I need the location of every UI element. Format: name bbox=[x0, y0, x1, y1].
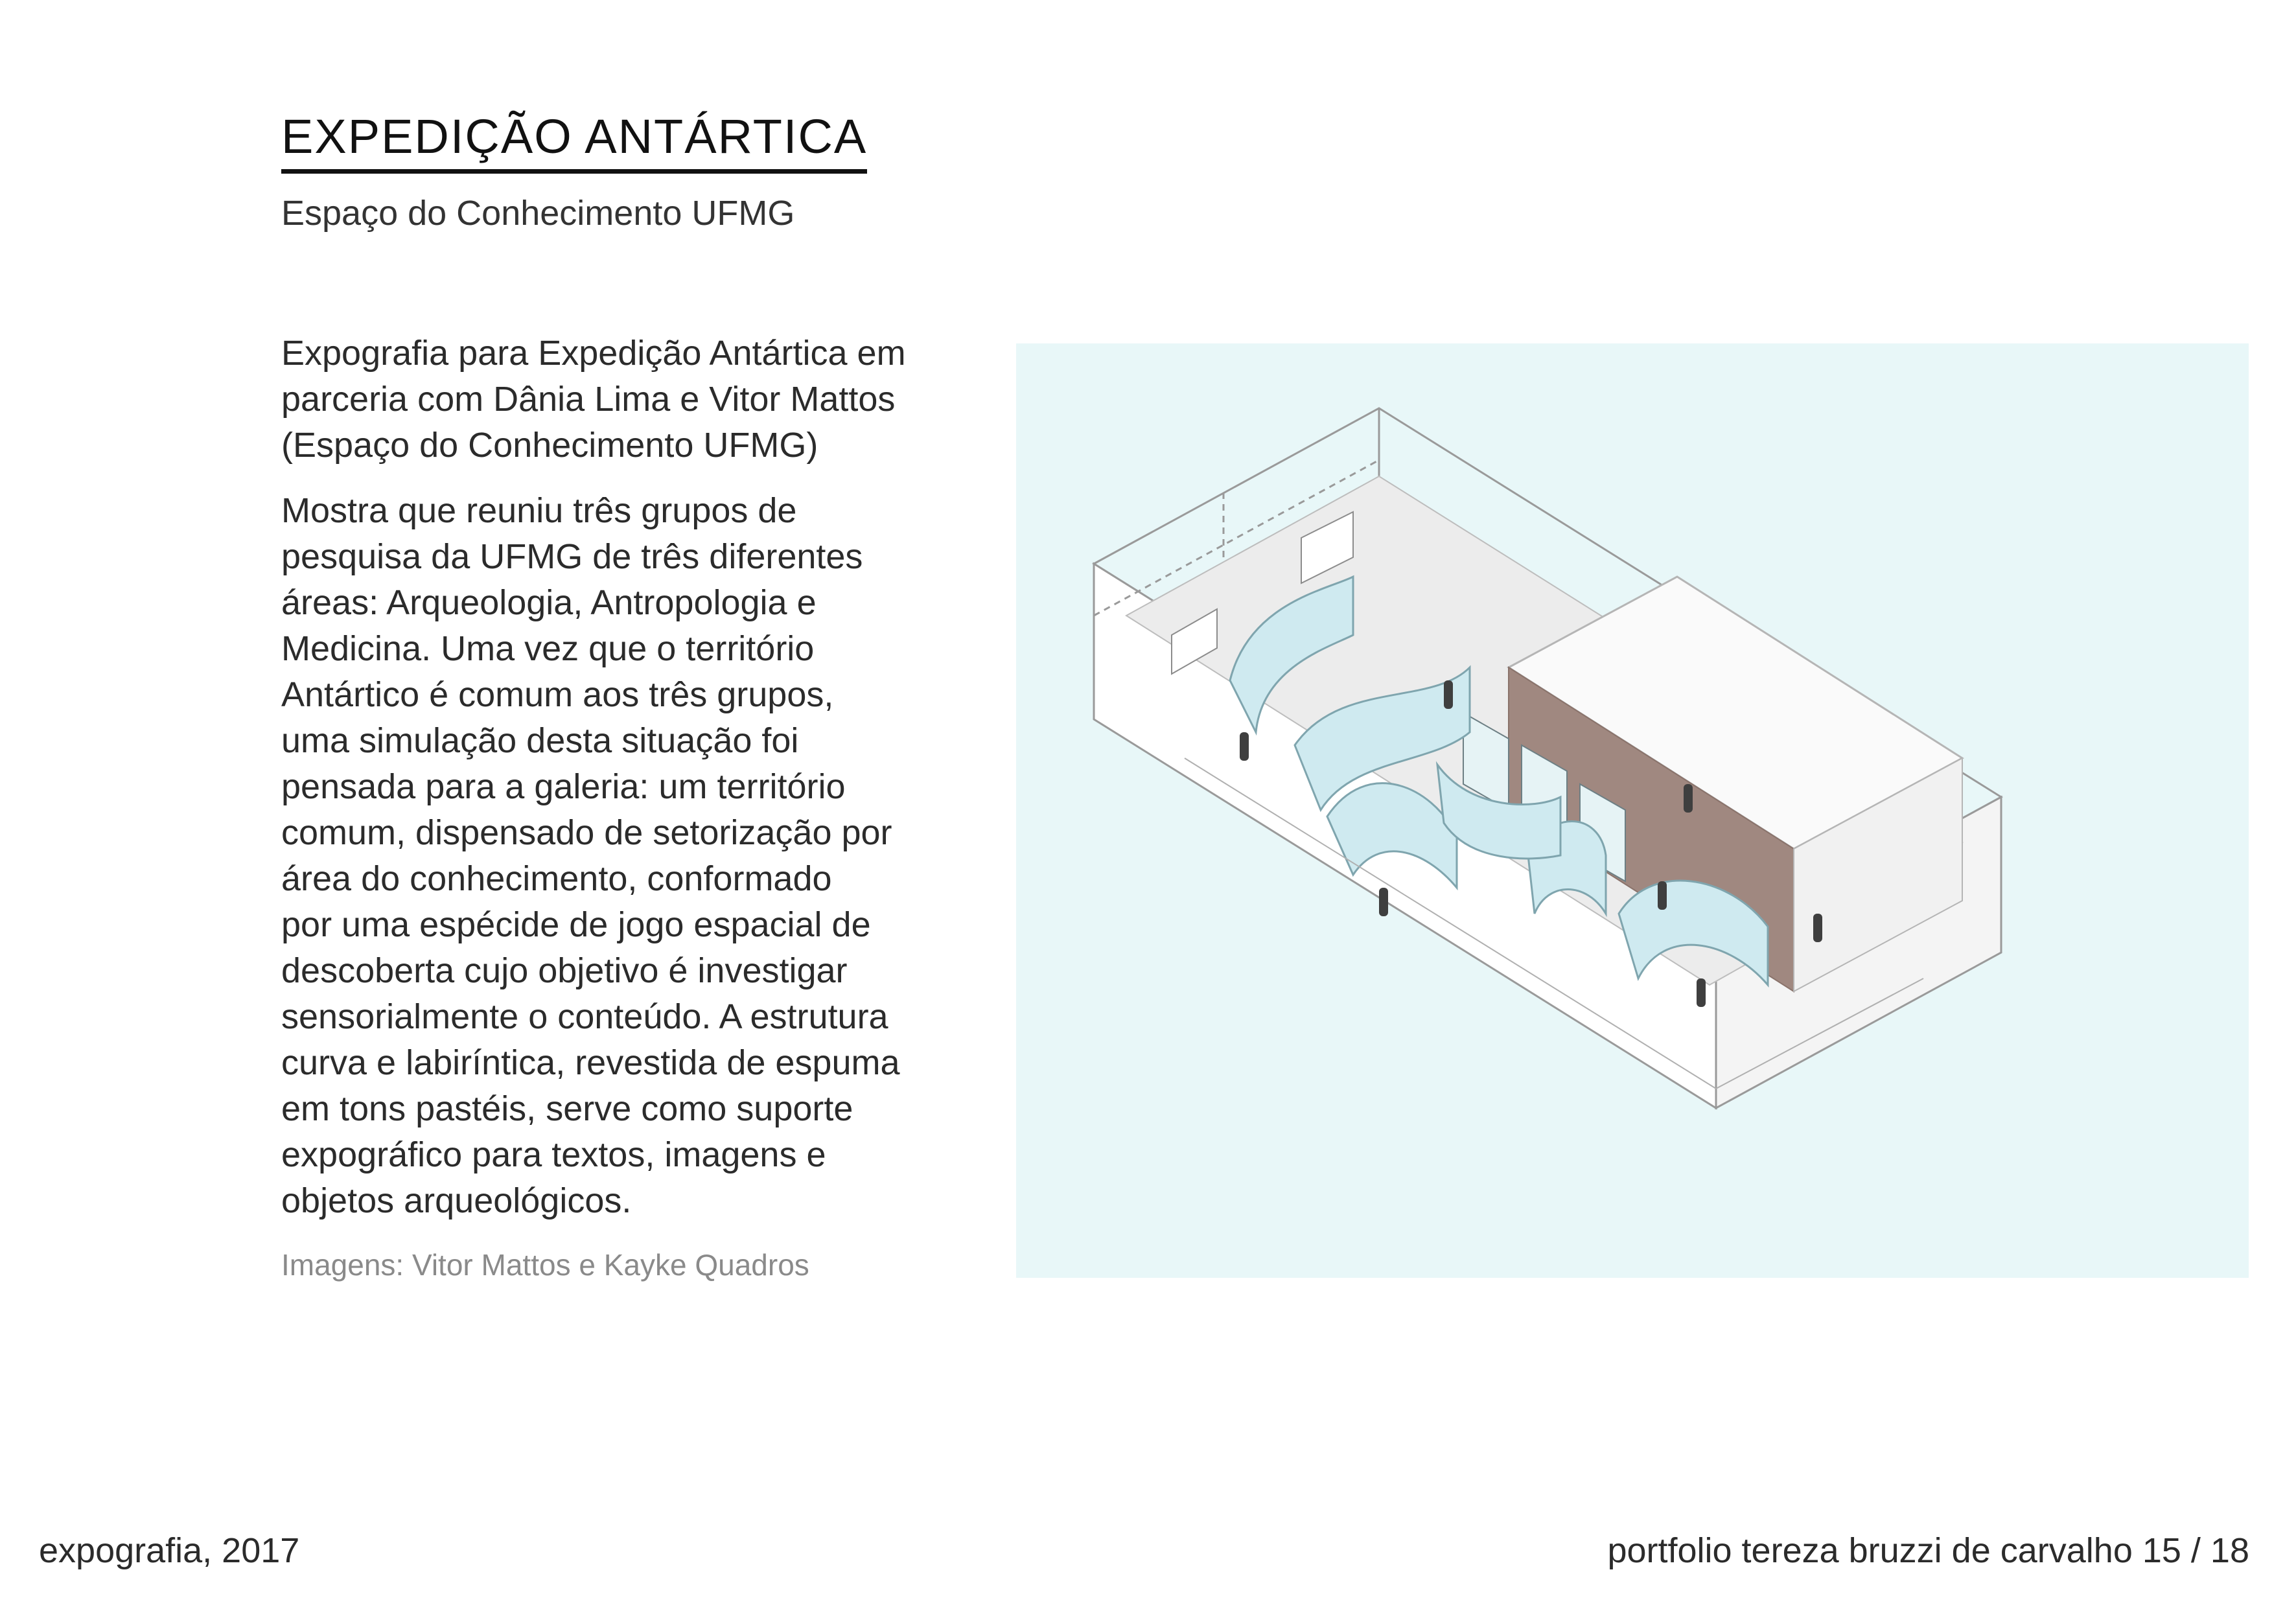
project-description bbox=[281, 330, 955, 1224]
visitor-figure bbox=[1697, 978, 1706, 1007]
exhibition-axonometric bbox=[1016, 343, 2249, 1278]
intro-paragraph: Expografia para Expedição Antártica em parceria com Dânia Lima e Vitor Mattos (Espaço do Conhecimento UFMG) bbox=[281, 334, 906, 465]
visitor-figure bbox=[1658, 881, 1667, 910]
description-paragraph: Mostra que reuniu três grupos de pesquisa da UFMG de três diferentes áreas: Arqueologia, Antropologia e Medicina. Uma vez que o território Antártico é comum aos três grupos, uma simulação desta situação foi pensada para a galeria: um território comum, dispensado de setorização por área do conhecimento, conformado por uma espécide de jogo espacial de descoberta cujo objetivo é investigar sensorialmente o conteúdo. A estrutura curva e labiríntica, revestida de espuma em tons pastéis, serve como suporte expográfico para textos, imagens e objetos arqueológicos. bbox=[281, 491, 900, 1220]
visitor-figure bbox=[1813, 914, 1822, 942]
visitor-figure bbox=[1240, 732, 1249, 761]
image-credits: Imagens: Vitor Mattos e Kayke Quadros bbox=[281, 1248, 809, 1282]
page-title: EXPEDIÇÃO ANTÁRTICA bbox=[281, 110, 867, 174]
visitor-figure bbox=[1444, 680, 1453, 709]
footer-page-info: portfolio tereza bruzzi de carvalho 15 / 18 bbox=[1607, 1531, 2249, 1570]
footer-category: expografia, 2017 bbox=[39, 1531, 300, 1570]
axonometric-drawing bbox=[1016, 343, 2249, 1278]
visitor-figure bbox=[1379, 888, 1388, 916]
visitor-figure bbox=[1684, 784, 1693, 813]
page-subtitle: Espaço do Conhecimento UFMG bbox=[281, 194, 795, 233]
